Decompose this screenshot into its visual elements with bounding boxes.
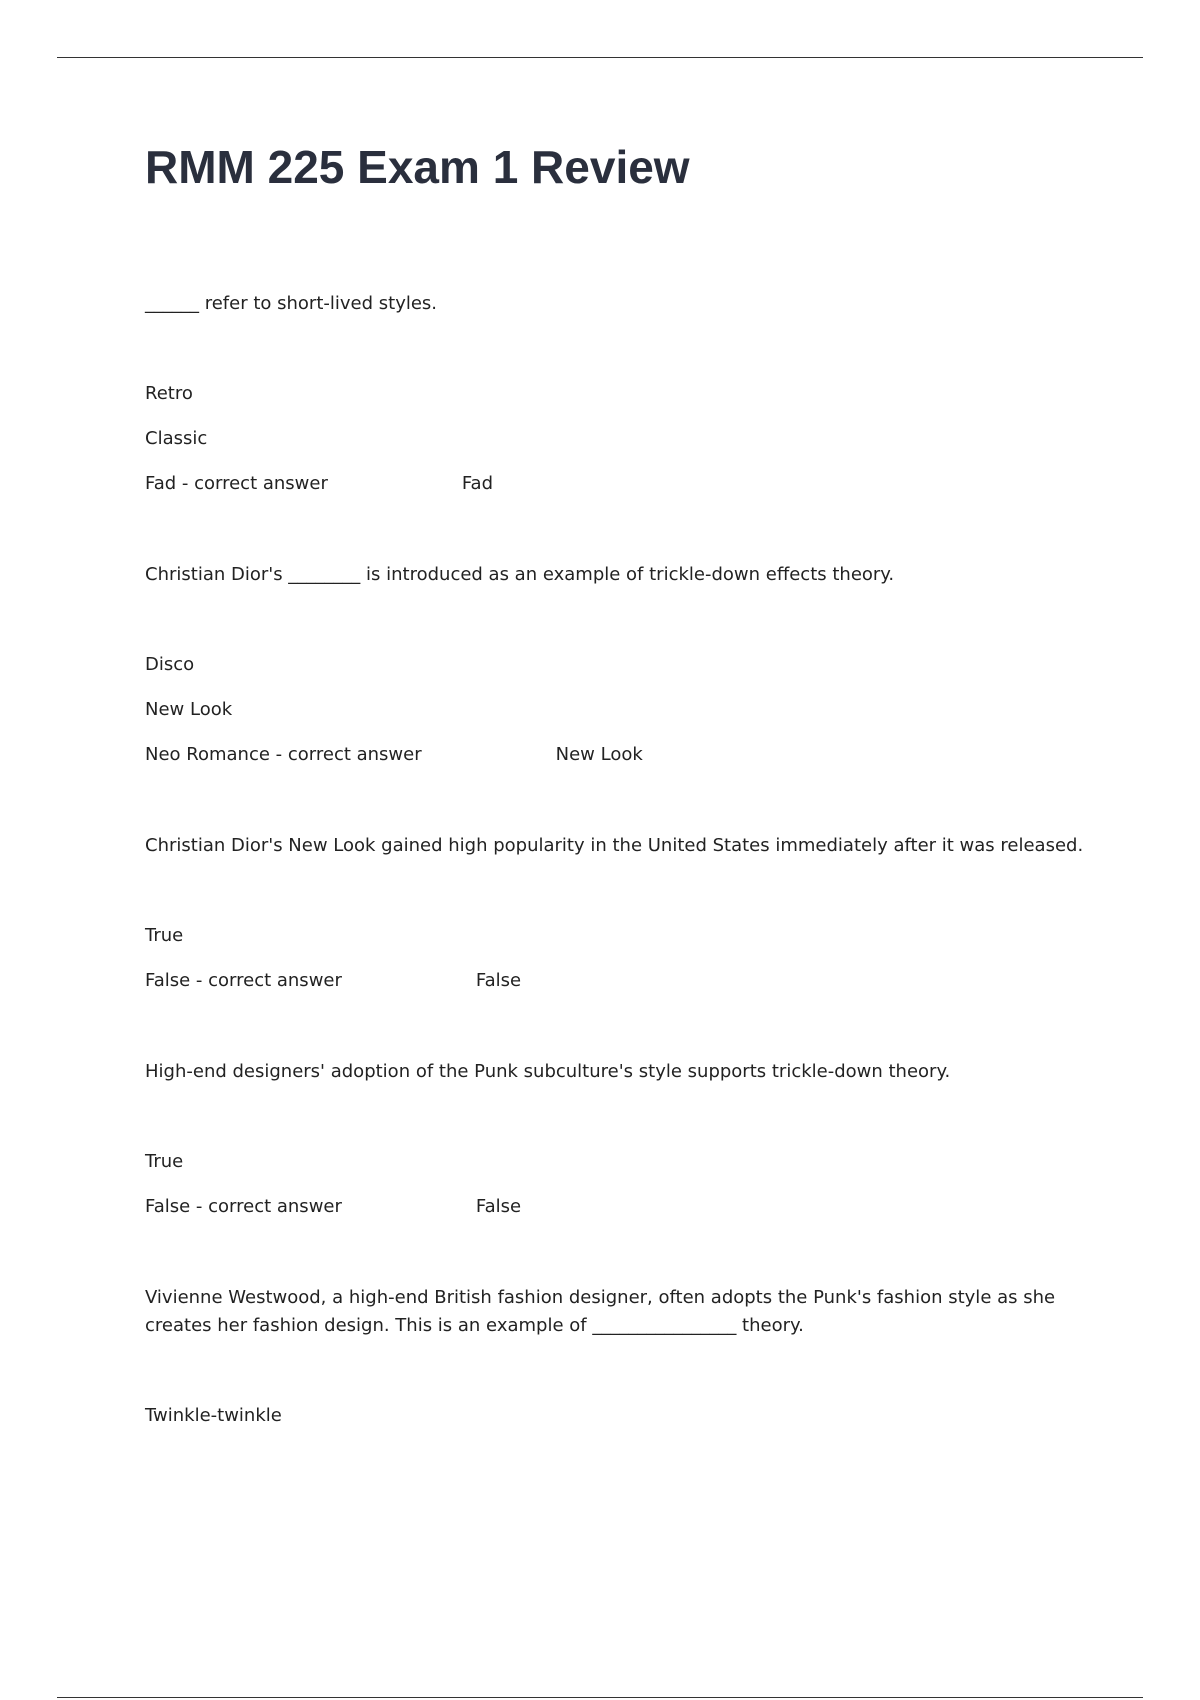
question-1-prompt: ______ refer to short-lived styles. <box>145 293 438 314</box>
page-title: RMM 225 Exam 1 Review <box>145 141 690 193</box>
question-1-option <box>145 470 1105 498</box>
question-4-option <box>145 1193 1105 1221</box>
question-3-option-label: False - correct answer <box>145 970 342 991</box>
question-5-option: Twinkle-twinkle <box>145 1405 282 1426</box>
question-2-option: New Look <box>145 699 233 720</box>
question-2-prompt: Christian Dior's ________ is introduced as an example of trickle-down effects theory. <box>145 564 895 585</box>
question-2-option: Disco <box>145 654 195 675</box>
question-2-option-label: Neo Romance - correct answer <box>145 744 422 765</box>
question-5-prompt: Vivienne Westwood, a high-end British fashion designer, often adopts the Punk's fashion style as she creates her fashion design. This is an example of ________________ theory. <box>145 1287 1056 1336</box>
question-3-option <box>145 967 1105 995</box>
question-1-option: Classic <box>145 428 208 449</box>
question-4-answer: False <box>475 1196 522 1217</box>
question-3-option: True <box>145 925 184 946</box>
question-3-answer: False <box>475 970 522 991</box>
question-4-option: True <box>145 1151 184 1172</box>
question-2-option <box>145 741 1105 769</box>
question-3-prompt: Christian Dior's New Look gained high popularity in the United States immediately after it was released. <box>145 835 1084 856</box>
question-2-answer: New Look <box>555 744 643 765</box>
document-body <box>145 290 1105 1447</box>
question-1-option-label: Fad - correct answer <box>145 473 328 494</box>
question-4-prompt: High-end designers' adoption of the Punk subculture's style supports trickle-down theory. <box>145 1061 951 1082</box>
question-1-option: Retro <box>145 383 193 404</box>
bottom-divider <box>57 1697 1143 1698</box>
question-4-option-label: False - correct answer <box>145 1196 342 1217</box>
question-1-answer: Fad <box>461 473 494 494</box>
top-divider <box>57 57 1143 58</box>
